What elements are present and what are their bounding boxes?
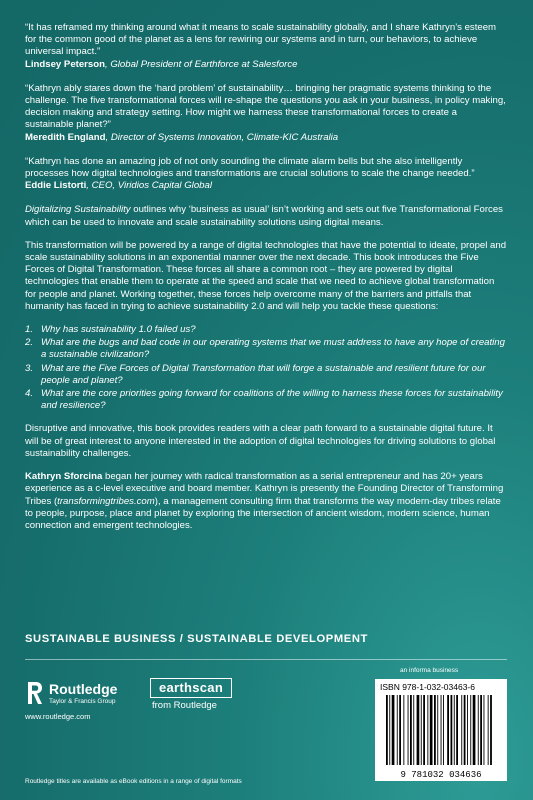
list-item bbox=[25, 324, 507, 336]
publisher-url[interactable]: www.routledge.com bbox=[25, 712, 91, 721]
list-number: 2. bbox=[25, 337, 34, 349]
barcode-bar bbox=[410, 695, 412, 765]
barcode-bar bbox=[386, 695, 388, 765]
questions-list bbox=[25, 324, 507, 412]
book-title: Digitalizing Sustainability bbox=[25, 204, 131, 216]
list-item bbox=[25, 363, 507, 387]
barcode-bar bbox=[467, 695, 468, 765]
publisher-name: Routledge bbox=[49, 681, 118, 697]
divider bbox=[25, 659, 507, 660]
barcode-bar bbox=[413, 695, 414, 765]
barcode-panel bbox=[375, 679, 507, 781]
list-number: 4. bbox=[25, 388, 34, 400]
barcode-bar bbox=[434, 695, 436, 765]
list-number: 1. bbox=[25, 324, 34, 336]
author-bio bbox=[25, 471, 507, 532]
barcode-bar bbox=[470, 695, 471, 765]
list-text: What are the bugs and bad code in our operating systems that we must address to have any hope of creating a sustainable civilization? bbox=[41, 337, 505, 361]
routledge-r-icon bbox=[25, 680, 45, 706]
endorsement-1 bbox=[25, 22, 507, 71]
footer-note: Routledge titles are available as eBook editions in a range of digital formats bbox=[25, 778, 242, 785]
barcode-bar bbox=[490, 695, 492, 765]
barcode-bar bbox=[397, 695, 398, 765]
barcode-bar bbox=[423, 695, 425, 765]
endorsement-3 bbox=[25, 156, 507, 193]
barcode-bar bbox=[447, 695, 449, 765]
barcode-bar bbox=[417, 695, 420, 765]
quote-author: Meredith England bbox=[25, 131, 106, 143]
earthscan-wordmark: earthscan bbox=[150, 678, 232, 698]
barcode-bar bbox=[478, 695, 479, 765]
quote-author: Lindsey Peterson bbox=[25, 58, 105, 70]
list-text: What are the core priorities going forward for coalitions of the willing to harness these forces for sustainability and resilience? bbox=[41, 388, 503, 412]
list-item bbox=[25, 388, 507, 412]
intro-paragraph bbox=[25, 204, 507, 228]
earthscan-from: from Routledge bbox=[152, 700, 217, 711]
barcode-bar bbox=[480, 695, 482, 765]
barcode-digits: 9 781032 034636 bbox=[400, 770, 482, 779]
barcode-bar bbox=[443, 695, 444, 765]
back-cover-text bbox=[25, 22, 507, 543]
earthscan-logo bbox=[150, 678, 232, 714]
intro-text: outlines why ‘business as usual’ isn’t working and sets out five Transformational Forces which can be used to innovate and scale sustainability solutions using digital means. bbox=[25, 204, 503, 228]
quote-attribution bbox=[25, 132, 338, 143]
list-text: Why has sustainability 1.0 failed us? bbox=[41, 324, 196, 336]
barcode-bar bbox=[473, 695, 476, 765]
list-item bbox=[25, 337, 507, 361]
barcode-bar bbox=[464, 695, 466, 765]
barcode-bar bbox=[461, 695, 462, 765]
barcode-bar bbox=[399, 695, 401, 765]
publisher-group: Taylor & Francis Group bbox=[49, 698, 116, 705]
barcode-bar bbox=[403, 695, 404, 765]
list-number: 3. bbox=[25, 362, 34, 374]
barcode-bar bbox=[488, 695, 489, 765]
barcode-bar bbox=[408, 695, 409, 765]
barcode-bar bbox=[427, 695, 428, 765]
closing-paragraph: Disruptive and innovative, this book provides readers with a clear path forward to a sustainable digital future. It will be of great interest to anyone interested in the adoption of digital technologies for driving solutions to global sustainability challenges. bbox=[25, 423, 496, 459]
quote-author: Eddie Listorti bbox=[25, 180, 87, 192]
quote-author-role: , Director of Systems Innovation, Climate-KIC Australia bbox=[105, 131, 339, 143]
bio-text-2: ), a management consulting firm that transforms the way modern-day tribes relate to people, purpose, place and planet by exploring the intersection of ancient wisdom, modern science, human connection and emergent technologies. bbox=[25, 495, 501, 531]
barcode-bar bbox=[392, 695, 395, 765]
barcode-bar bbox=[437, 695, 438, 765]
list-text: What are the Five Forces of Digital Transformation that will forge a sustainable and resilient future for our people and planet? bbox=[41, 362, 486, 386]
quote-attribution bbox=[25, 180, 212, 191]
barcode-bar bbox=[389, 695, 390, 765]
quote-attribution bbox=[25, 59, 298, 70]
quote-text: “Kathryn ably stares down the ‘hard problem’ of sustainability… bringing her pragmatic systems thinking to the challenge. The five transformational forces will re-shape the questions you ask in your business, in policy making, decision making and strategy setting. How might we harness these transformational forces to create a sustainable planet?” bbox=[25, 82, 506, 131]
bio-text-1: began her journey with radical transformation as a serial entrepreneur and has 20+ years experience as a c-level executive and board member. Kathryn is presently the Founding Director of Transforming Tribes ( bbox=[25, 471, 504, 507]
barcode-bar bbox=[454, 695, 455, 765]
barcode-bar bbox=[441, 695, 442, 765]
subject-category: SUSTAINABLE BUSINESS / SUSTAINABLE DEVELOPMENT bbox=[25, 633, 368, 645]
description-paragraph: This transformation will be powered by a range of digital technologies that have the potential to ideate, propel and scale sustainability solutions in an exponential manner over the next decade. This book introduces the Five Forces of Digital Transformation. These forces all share a common root – they are powered by digital technologies that enable them to operate at the speed and scale that we need to achieve global transformation for people and planet. Working together, these forces help overcome many of the barriers and pitfalls that humanity has faced in trying to achieve sustainability 2.0 and will help you tackle these questions: bbox=[25, 239, 507, 312]
barcode-bar bbox=[421, 695, 422, 765]
informa-tagline: an informa business bbox=[400, 667, 459, 674]
barcode-bar bbox=[484, 695, 485, 765]
quote-text: “It has reframed my thinking around what it means to scale sustainability globally, and I share Kathryn’s esteem for the common good of the planet as a lens for rewiring our systems and in turn, our behaviors, to achieve universal impact.” bbox=[25, 22, 497, 58]
quote-text: “Kathryn has done an amazing job of not only sounding the climate alarm bells but she also intelligently processes how digital technologies and transformations are crucial solutions to scale the change needed.” bbox=[25, 155, 475, 180]
endorsement-2 bbox=[25, 83, 507, 144]
quote-author-role: , Global President of Earthforce at Salesforce bbox=[104, 58, 298, 70]
barcode-bar bbox=[430, 695, 433, 765]
author-website-link[interactable]: transformingtribes.com bbox=[57, 495, 155, 507]
barcode-bar bbox=[456, 695, 458, 765]
isbn-label: ISBN 978-1-032-03463-6 bbox=[380, 682, 475, 692]
author-name: Kathryn Sforcina bbox=[25, 471, 103, 483]
barcode-bar bbox=[451, 695, 453, 765]
quote-author-role: , CEO, Viridios Capital Global bbox=[86, 180, 212, 192]
barcode-icon bbox=[380, 695, 502, 779]
